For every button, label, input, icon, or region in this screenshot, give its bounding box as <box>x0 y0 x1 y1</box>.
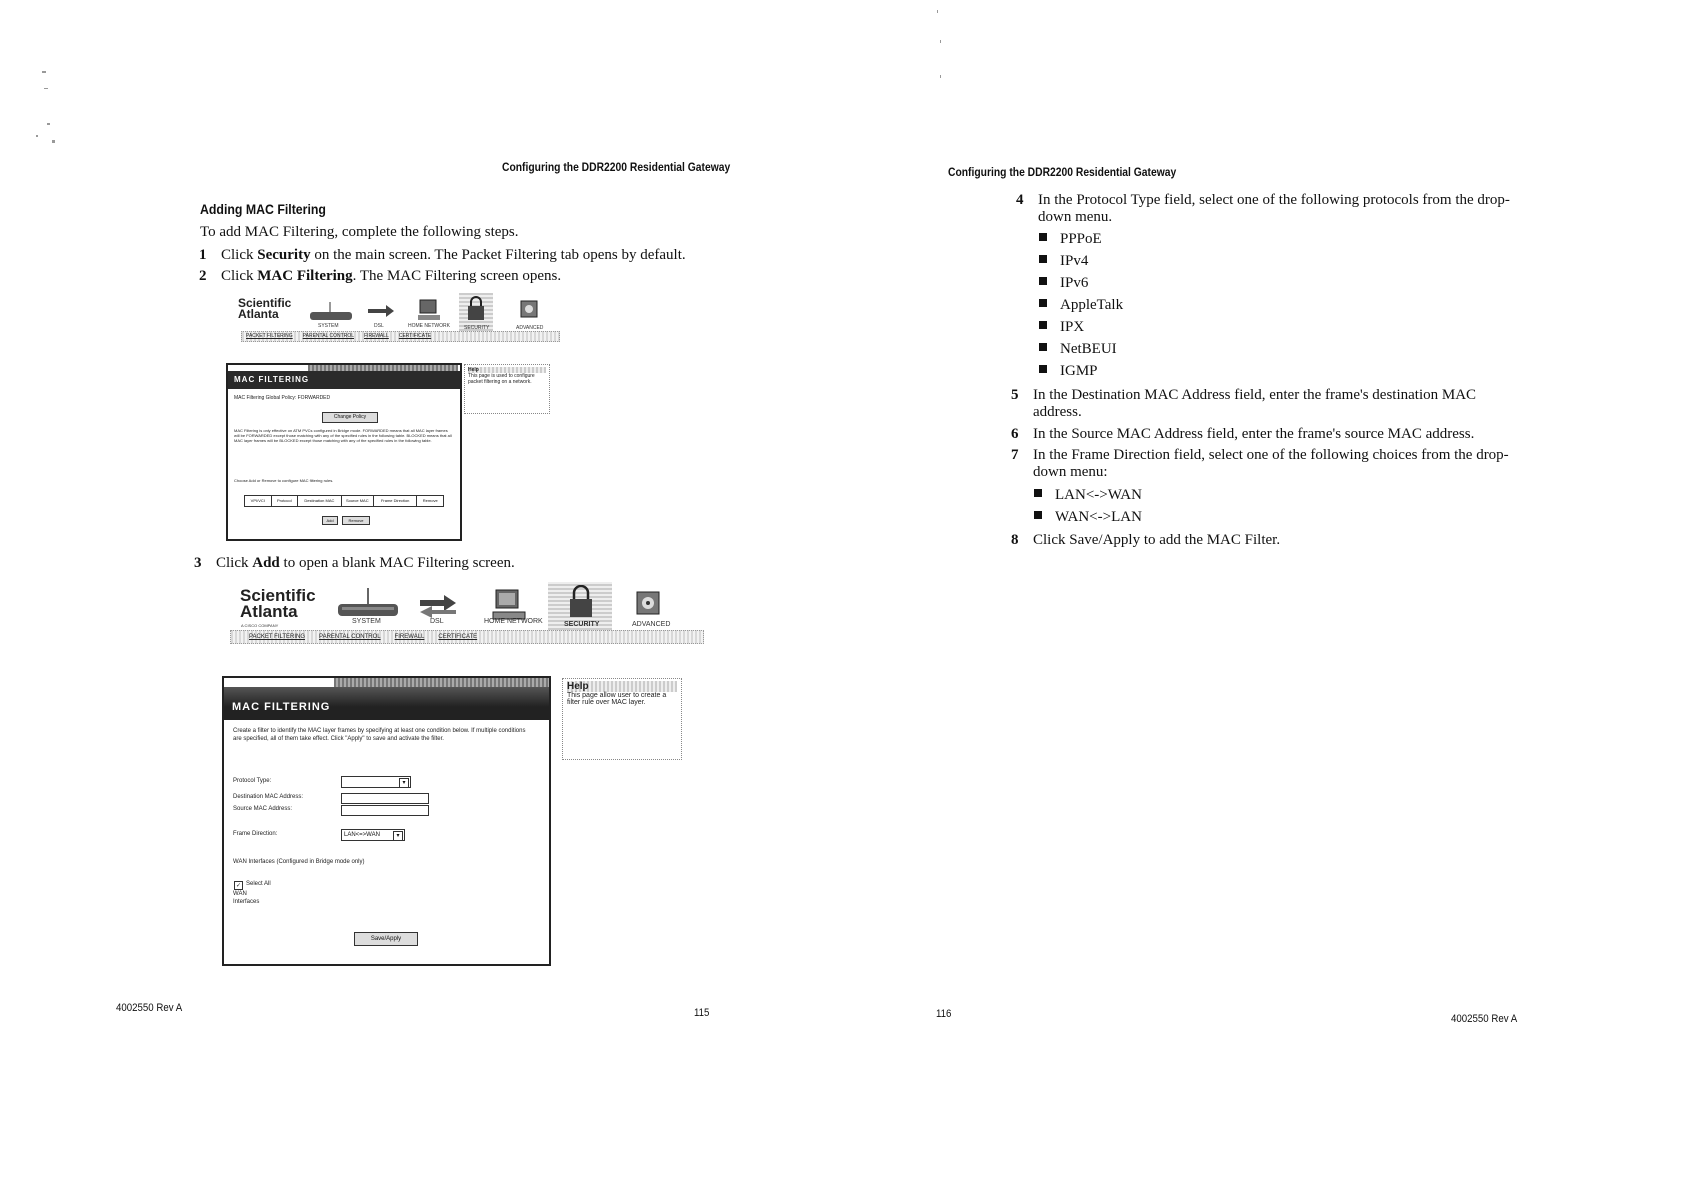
nav-system[interactable]: SYSTEM <box>352 618 381 625</box>
subtab-certificate[interactable]: CERTIFICATE <box>438 634 478 640</box>
list-item-text: PPPoE <box>1060 231 1102 247</box>
nav-security[interactable]: SECURITY <box>464 325 490 331</box>
step-text-post: to open a blank MAC Filtering screen. <box>279 555 515 571</box>
nav-dsl[interactable]: DSL <box>374 323 384 329</box>
list-item <box>1039 363 1098 380</box>
right-running-header: Configuring the DDR2200 Residential Gateway <box>948 165 1177 179</box>
step-text-pre: Click <box>221 247 258 263</box>
subtab-parental-control[interactable]: PARENTAL CONTROL <box>319 634 381 640</box>
panel-tab-strip <box>334 678 549 687</box>
brand-logo: Scientific Atlanta <box>240 586 316 622</box>
step-text: In the Source MAC Address field, enter the frame's source MAC address. <box>1033 426 1475 442</box>
subtab-firewall[interactable]: FIREWALL <box>394 634 425 640</box>
step-4 <box>1016 192 1526 226</box>
chevron-down-icon[interactable]: ▾ <box>393 831 403 841</box>
system-icon <box>336 586 400 620</box>
list-item-text: IPv6 <box>1060 275 1089 291</box>
nav-home-network[interactable]: HOME NETWORK <box>408 323 450 329</box>
bullet-icon <box>1039 255 1047 263</box>
source-mac-field[interactable] <box>341 805 429 816</box>
step-number: 3 <box>194 555 202 571</box>
list-item <box>1034 487 1142 504</box>
step-text-bold: Add <box>252 555 280 571</box>
step-number: 1 <box>199 247 207 263</box>
step-number: 5 <box>1011 387 1019 403</box>
bullet-icon <box>1039 277 1047 285</box>
scan-speck <box>47 123 50 125</box>
help-box <box>562 678 682 760</box>
left-page-number: 115 <box>694 1007 710 1019</box>
scan-speck <box>52 140 55 143</box>
bullet-icon <box>1039 299 1047 307</box>
subtab-firewall[interactable]: FIREWALL <box>364 333 389 339</box>
subtab-packet-filtering[interactable]: PACKET FILTERING <box>246 333 293 339</box>
panel-title: MAC FILTERING <box>228 371 460 389</box>
bullet-icon <box>1034 489 1042 497</box>
frame-direction-select[interactable] <box>341 829 405 841</box>
scan-speck <box>44 88 48 89</box>
chevron-down-icon[interactable]: ▾ <box>399 778 409 788</box>
mac-filtering-panel <box>226 363 462 541</box>
left-running-header: Configuring the DDR2200 Residential Gateway <box>502 160 731 174</box>
col-frame-direction: Frame Direction <box>374 496 418 506</box>
advanced-icon <box>518 298 540 322</box>
section-heading: Adding MAC Filtering <box>200 201 326 217</box>
protocol-type-select[interactable] <box>341 776 411 788</box>
list-item-text: LAN<->WAN <box>1055 487 1142 503</box>
subtab-packet-filtering[interactable]: PACKET FILTERING <box>249 634 306 640</box>
left-footer: 4002550 Rev A <box>116 1002 183 1014</box>
step-number: 6 <box>1011 426 1019 442</box>
list-item-text: AppleTalk <box>1060 297 1124 313</box>
step-3 <box>194 555 515 572</box>
nav-advanced[interactable]: ADVANCED <box>632 621 671 628</box>
bullet-icon <box>1034 511 1042 519</box>
list-item <box>1039 275 1088 292</box>
step-text-pre: Click <box>216 555 253 571</box>
mac-filtering-panel <box>222 676 551 966</box>
step-7 <box>1011 447 1526 481</box>
policy-description: MAC Filtering is only effective on ATM PVCs configured in Bridge mode. FORWARDED means that all MAC layer frames will be FORWARDED except those matching with any of the specified rules in the following table. BLOCKED means that all MAC layer frames will be BLOCKED except those matching with any of the specified rules in the following table. <box>234 428 452 444</box>
home-network-icon <box>492 588 528 622</box>
nav-dsl[interactable]: DSL <box>430 618 444 625</box>
help-box <box>464 364 550 414</box>
step-number: 7 <box>1011 447 1019 463</box>
filter-rules-table-header <box>244 495 444 507</box>
nav-security[interactable]: SECURITY <box>564 621 600 628</box>
wan-interfaces-heading: WAN Interfaces (Configured in Bridge mode only) <box>233 859 365 865</box>
col-destination-mac: Destination MAC <box>298 496 342 506</box>
right-footer: 4002550 Rev A <box>1451 1013 1518 1025</box>
nav-home-network[interactable]: HOME NETWORK <box>484 618 543 625</box>
change-policy-button[interactable]: Change Policy <box>322 412 378 423</box>
subtab-bar <box>241 331 560 342</box>
col-protocol: Protocol <box>272 496 299 506</box>
brand-subtitle: A CISCO COMPANY <box>241 623 279 628</box>
wan-interfaces-label: WAN Interfaces <box>233 891 260 905</box>
list-item <box>1039 341 1117 358</box>
list-item <box>1039 231 1102 248</box>
select-all-label: Select All <box>246 881 271 887</box>
step-text-post: on the main screen. The Packet Filtering tab opens by default. <box>310 247 686 263</box>
nav-advanced[interactable]: ADVANCED <box>516 325 544 331</box>
global-policy-text: MAC Filtering Global Policy: FORWARDED <box>234 395 331 401</box>
protocol-type-label: Protocol Type: <box>233 778 272 784</box>
list-item-text: IPv4 <box>1060 253 1089 269</box>
step-text: In the Destination MAC Address field, enter the frame's destination MAC address. <box>1033 387 1477 420</box>
step-text-post: . The MAC Filtering screen opens. <box>352 268 562 284</box>
add-remove-hint: Choose Add or Remove to configure MAC filtering rules. <box>234 478 334 483</box>
dsl-icon <box>418 592 458 618</box>
bullet-icon <box>1039 321 1047 329</box>
help-text: This page is used to configure packet filtering on a network. <box>468 373 535 385</box>
panel-title: MAC FILTERING <box>224 687 549 720</box>
list-item <box>1039 297 1123 314</box>
scan-speck <box>940 75 941 78</box>
subtab-certificate[interactable]: CERTIFICATE <box>398 333 432 339</box>
save-apply-button[interactable]: Save/Apply <box>354 932 418 946</box>
scan-speck <box>940 40 941 43</box>
list-item-text: IPX <box>1060 319 1085 335</box>
subtab-bar <box>230 630 704 644</box>
system-icon <box>308 300 354 324</box>
source-mac-label: Source MAC Address: <box>233 806 293 812</box>
intro-text: To add MAC Filtering, complete the following steps. <box>200 224 519 240</box>
step-text-bold: MAC Filtering <box>257 268 353 284</box>
step-text-bold: Security <box>257 247 311 263</box>
bullet-icon <box>1039 343 1047 351</box>
list-item <box>1039 319 1084 336</box>
help-title: Help <box>567 681 677 692</box>
remove-button[interactable]: Remove <box>342 516 370 525</box>
bullet-icon <box>1039 365 1047 373</box>
right-page-number: 116 <box>936 1008 952 1020</box>
subtab-parental-control[interactable]: PARENTAL CONTROL <box>302 333 354 339</box>
frame-direction-label: Frame Direction: <box>233 831 278 837</box>
scan-speck <box>937 10 938 13</box>
destination-mac-label: Destination MAC Address: <box>233 794 304 800</box>
lock-icon <box>466 296 486 322</box>
step-text-pre: Click <box>221 268 258 284</box>
step-2 <box>199 268 561 285</box>
help-title: Help <box>468 367 546 373</box>
list-item-text: NetBEUI <box>1060 341 1117 357</box>
col-vpi-vci: VPI/VCI <box>245 496 272 506</box>
help-text: This page allow user to create a filter rule over MAC layer. <box>567 692 667 706</box>
select-all-checkbox[interactable]: ✓ <box>235 882 242 889</box>
col-remove: Remove <box>422 498 438 503</box>
step-text: Click Save/Apply to add the MAC Filter. <box>1033 532 1281 548</box>
list-item <box>1039 253 1088 270</box>
scan-speck <box>36 135 38 137</box>
destination-mac-field[interactable] <box>341 793 429 804</box>
step-number: 8 <box>1011 532 1019 548</box>
step-5 <box>1011 387 1526 421</box>
add-button[interactable]: Add <box>322 516 338 525</box>
lock-icon <box>568 585 594 619</box>
step-number: 2 <box>199 268 207 284</box>
step-6 <box>1011 426 1474 443</box>
frame-direction-value: LAN<=>WAN <box>344 832 380 838</box>
step-8 <box>1011 532 1280 549</box>
scan-speck <box>42 71 46 73</box>
step-1 <box>199 247 686 264</box>
step-text: In the Protocol Type field, select one of the following protocols from the drop-down menu. <box>1038 192 1510 225</box>
advanced-icon <box>634 588 664 620</box>
brand-logo: Scientific Atlanta <box>238 296 292 322</box>
list-item-text: IGMP <box>1060 363 1098 379</box>
list-item <box>1034 509 1142 526</box>
list-item-text: WAN<->LAN <box>1055 509 1142 525</box>
bullet-icon <box>1039 233 1047 241</box>
col-source-mac: Source MAC <box>342 496 374 506</box>
step-number: 4 <box>1016 192 1024 208</box>
filter-description: Create a filter to identify the MAC layer frames by specifying at least one condition below. If multiple conditions are specified, all of them take effect. Click "Apply" to save and activate the filter. <box>233 728 526 742</box>
home-network-icon <box>417 298 443 322</box>
step-text: In the Frame Direction field, select one of the following choices from the drop-down menu: <box>1033 447 1509 480</box>
dsl-icon <box>366 302 396 322</box>
nav-system[interactable]: SYSTEM <box>318 323 339 329</box>
